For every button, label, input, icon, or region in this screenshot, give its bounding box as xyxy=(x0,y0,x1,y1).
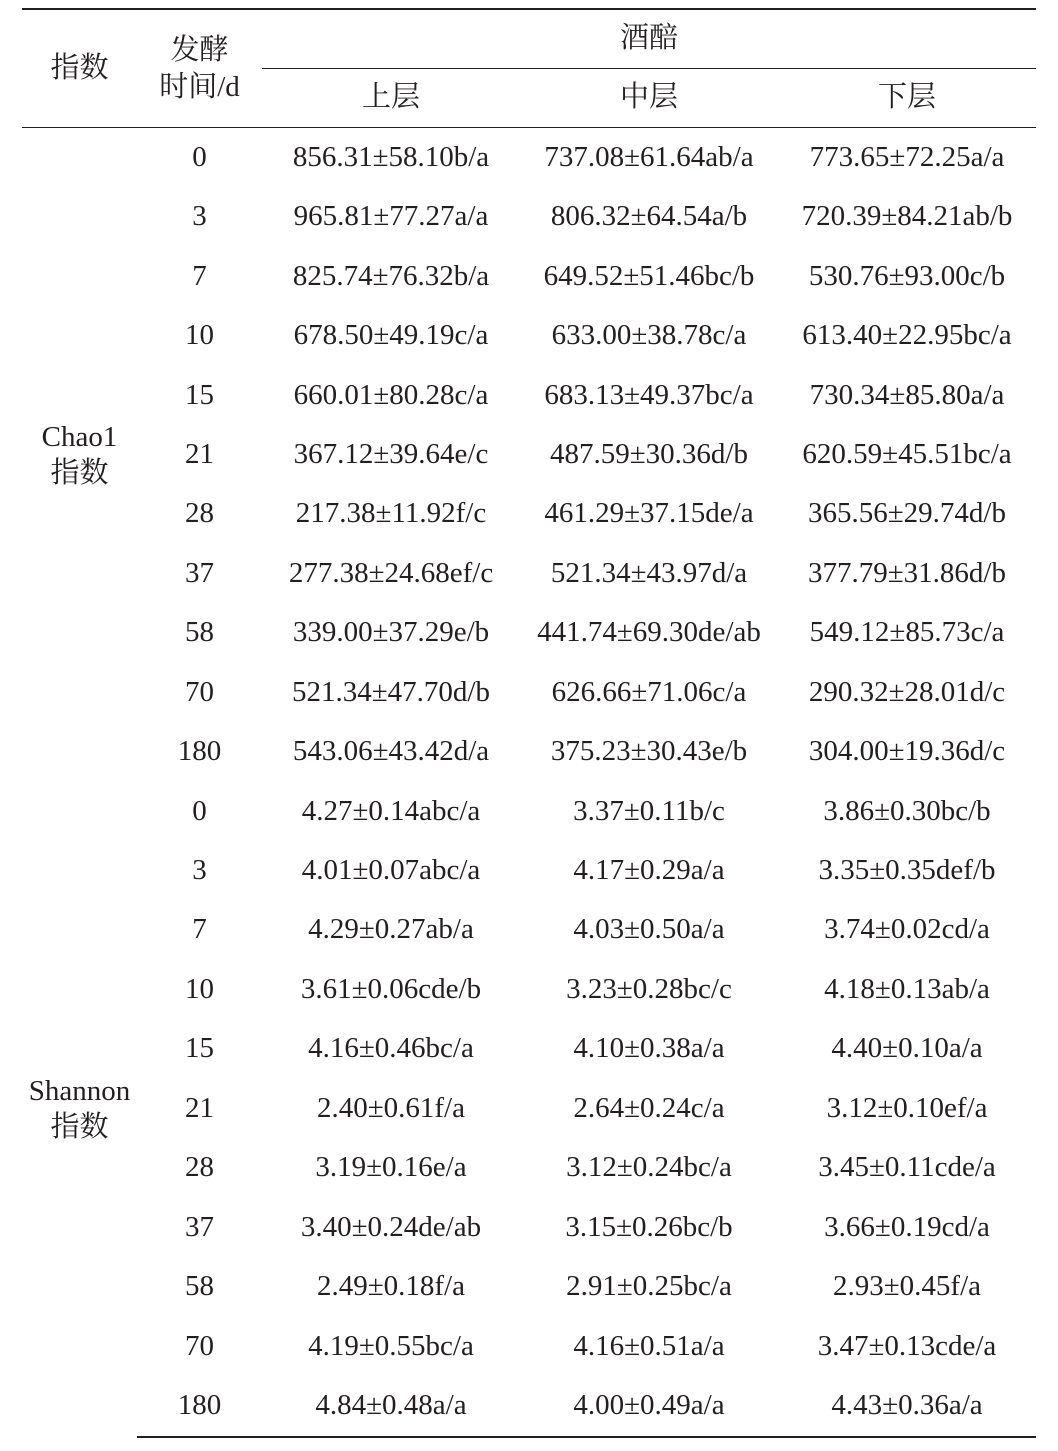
cell-lower: 3.35±0.35def/b xyxy=(818,854,996,887)
cell-middle: 4.00±0.49a/a xyxy=(520,1376,778,1436)
cell-middle: 441.74±69.30de/ab xyxy=(537,616,761,649)
table-row xyxy=(22,1317,1036,1376)
cell-middle: 806.32±64.54a/b xyxy=(550,200,748,233)
table-row xyxy=(22,366,1036,425)
table-row xyxy=(22,1020,1036,1079)
cell-lower: 530.76±93.00c/b xyxy=(808,259,1006,292)
table-row xyxy=(22,544,1036,603)
cell-upper: 367.12±39.64e/c xyxy=(293,437,489,470)
table-row xyxy=(22,1198,1036,1257)
cell-middle: 2.64±0.24c/a xyxy=(573,1091,725,1124)
cell-middle: 4.17±0.29a/a xyxy=(573,854,725,887)
table-row xyxy=(22,901,1036,960)
cell-upper: 4.84±0.48a/a xyxy=(262,1376,520,1436)
section-label-line1: Shannon xyxy=(28,1074,131,1107)
cell-time: 180 xyxy=(137,1376,262,1436)
cell-time: 10 xyxy=(185,972,214,1005)
cell-lower: 3.86±0.30bc/b xyxy=(823,794,991,827)
table-row xyxy=(22,841,1036,900)
cell-time: 7 xyxy=(192,259,207,292)
cell-time: 37 xyxy=(185,1210,214,1243)
data-table xyxy=(22,8,1036,1438)
table-row xyxy=(22,1257,1036,1316)
header-time-line2: 时间/d xyxy=(159,70,240,103)
cell-time: 15 xyxy=(185,378,214,411)
cell-lower: 3.47±0.13cde/a xyxy=(817,1329,997,1362)
cell-lower: 720.39±84.21ab/b xyxy=(801,200,1013,233)
table-row xyxy=(22,485,1036,544)
cell-time: 10 xyxy=(185,319,214,352)
cell-upper: 660.01±80.28c/a xyxy=(293,378,489,411)
cell-middle: 375.23±30.43e/b xyxy=(550,735,748,768)
table-body xyxy=(22,128,1036,1437)
table-row xyxy=(22,425,1036,484)
header-time xyxy=(137,9,262,128)
cell-upper: 678.50±49.19c/a xyxy=(293,319,489,352)
cell-lower: 4.18±0.13ab/a xyxy=(824,972,990,1005)
table-row xyxy=(22,604,1036,663)
cell-lower: 3.45±0.11cde/a xyxy=(818,1151,996,1184)
section-label-line2: 指数 xyxy=(50,456,109,489)
cell-lower: 549.12±85.73c/a xyxy=(809,616,1005,649)
header-layer-lower: 下层 xyxy=(878,81,937,114)
table-row xyxy=(22,128,1036,188)
cell-time: 0 xyxy=(192,794,207,827)
cell-middle: 633.00±38.78c/a xyxy=(551,319,747,352)
cell-middle: 3.15±0.26bc/b xyxy=(565,1210,733,1243)
cell-middle: 2.91±0.25bc/a xyxy=(566,1270,732,1303)
cell-lower: 290.32±28.01d/c xyxy=(808,675,1006,708)
cell-middle: 461.29±37.15de/a xyxy=(544,497,754,530)
cell-time: 58 xyxy=(185,1270,214,1303)
cell-time: 0 xyxy=(192,140,207,173)
header-time-line1: 发酵 xyxy=(170,34,229,67)
cell-middle: 487.59±30.36d/b xyxy=(550,437,748,470)
cell-lower: 304.00±19.36d/c xyxy=(808,735,1006,768)
cell-upper: 825.74±76.32b/a xyxy=(292,259,490,292)
section-label xyxy=(22,128,137,782)
section-label-line1: Chao1 xyxy=(41,420,118,453)
cell-time: 21 xyxy=(185,1091,214,1124)
section-label-line2: 指数 xyxy=(50,1111,109,1144)
table-row xyxy=(22,247,1036,306)
cell-lower: 3.74±0.02cd/a xyxy=(824,913,990,946)
section-label xyxy=(22,782,137,1437)
cell-time: 3 xyxy=(192,854,207,887)
header-index: 指数 xyxy=(50,51,109,84)
cell-middle: 4.16±0.51a/a xyxy=(573,1329,725,1362)
table-row xyxy=(22,960,1036,1019)
cell-time: 70 xyxy=(185,675,214,708)
header-layer-middle: 中层 xyxy=(619,81,678,114)
cell-time: 28 xyxy=(185,1151,214,1184)
cell-lower: 3.66±0.19cd/a xyxy=(824,1210,990,1243)
cell-time: 58 xyxy=(185,616,214,649)
cell-lower: 613.40±22.95bc/a xyxy=(802,319,1012,352)
cell-lower: 365.56±29.74d/b xyxy=(808,497,1006,530)
cell-middle: 4.10±0.38a/a xyxy=(573,1032,725,1065)
cell-middle: 3.23±0.28bc/c xyxy=(566,972,732,1005)
table-row xyxy=(22,722,1036,781)
cell-upper: 2.40±0.61f/a xyxy=(316,1091,465,1124)
table-row xyxy=(22,663,1036,722)
cell-upper: 4.27±0.14abc/a xyxy=(301,794,481,827)
cell-middle: 3.12±0.24bc/a xyxy=(566,1151,732,1184)
cell-upper: 965.81±77.27a/a xyxy=(293,200,489,233)
cell-lower: 4.40±0.10a/a xyxy=(831,1032,983,1065)
cell-upper: 217.38±11.92f/c xyxy=(295,497,487,530)
cell-time: 15 xyxy=(185,1032,214,1065)
cell-time: 3 xyxy=(192,200,207,233)
cell-time: 37 xyxy=(185,556,214,589)
cell-time: 7 xyxy=(192,913,207,946)
cell-upper: 4.16±0.46bc/a xyxy=(308,1032,474,1065)
cell-upper: 3.19±0.16e/a xyxy=(315,1151,467,1184)
cell-lower: 730.34±85.80a/a xyxy=(809,378,1005,411)
table-row xyxy=(22,782,1036,841)
cell-middle: 3.37±0.11b/c xyxy=(573,794,725,827)
cell-middle: 649.52±51.46bc/b xyxy=(543,259,755,292)
cell-upper: 277.38±24.68ef/c xyxy=(288,556,494,589)
table-row xyxy=(22,187,1036,246)
header-layer-upper: 上层 xyxy=(361,81,420,114)
cell-time: 180 xyxy=(177,735,222,768)
table-header xyxy=(22,9,1036,128)
table-row xyxy=(22,1376,1036,1436)
cell-lower: 377.79±31.86d/b xyxy=(808,556,1006,589)
cell-middle: 737.08±61.64ab/a xyxy=(544,140,754,173)
cell-middle: 4.03±0.50a/a xyxy=(573,913,725,946)
cell-upper: 521.34±47.70d/b xyxy=(292,675,490,708)
cell-lower: 2.93±0.45f/a xyxy=(833,1270,982,1303)
table-row xyxy=(22,306,1036,365)
cell-lower: 3.12±0.10ef/a xyxy=(826,1091,988,1124)
cell-middle: 683.13±49.37bc/a xyxy=(544,378,754,411)
cell-lower: 4.43±0.36a/a xyxy=(778,1376,1036,1436)
table-row xyxy=(22,1138,1036,1197)
cell-upper: 3.40±0.24de/ab xyxy=(300,1210,482,1243)
cell-upper: 4.29±0.27ab/a xyxy=(308,913,474,946)
header-group: 酒醅 xyxy=(262,9,1036,69)
cell-upper: 2.49±0.18f/a xyxy=(316,1270,465,1303)
cell-middle: 626.66±71.06c/a xyxy=(551,675,747,708)
table-row xyxy=(22,1079,1036,1138)
cell-upper: 543.06±43.42d/a xyxy=(292,735,490,768)
cell-time: 28 xyxy=(185,497,214,530)
cell-upper: 4.19±0.55bc/a xyxy=(308,1329,474,1362)
cell-upper: 856.31±58.10b/a xyxy=(292,140,490,173)
cell-lower: 773.65±72.25a/a xyxy=(809,140,1005,173)
cell-upper: 3.61±0.06cde/b xyxy=(300,972,482,1005)
cell-time: 21 xyxy=(185,437,214,470)
cell-middle: 521.34±43.97d/a xyxy=(550,556,748,589)
cell-time: 70 xyxy=(185,1329,214,1362)
cell-lower: 620.59±45.51bc/a xyxy=(802,437,1012,470)
cell-upper: 4.01±0.07abc/a xyxy=(301,854,481,887)
cell-upper: 339.00±37.29e/b xyxy=(292,616,490,649)
